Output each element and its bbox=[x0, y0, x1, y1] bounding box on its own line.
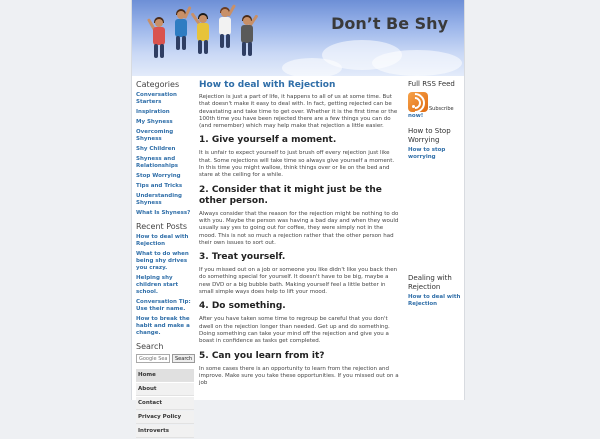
jumping-person-4 bbox=[216, 4, 236, 64]
section-heading: 5. Can you learn from it? bbox=[199, 350, 325, 361]
right-sidebar bbox=[408, 80, 463, 311]
nav-home[interactable]: Home bbox=[136, 369, 194, 382]
section-heading: 1. Give yourself a moment. bbox=[199, 135, 337, 146]
rss-subscribe-link[interactable]: now! bbox=[408, 113, 424, 119]
main-content bbox=[199, 80, 400, 392]
search-input[interactable] bbox=[136, 354, 170, 363]
category-link[interactable]: Shy Children bbox=[136, 146, 176, 152]
stop-worrying-heading: How to Stop Worrying bbox=[408, 127, 451, 144]
section-heading: 2. Consider that it might just be the other person. bbox=[199, 184, 382, 206]
category-link[interactable]: Understanding Shyness bbox=[136, 193, 182, 206]
rss-heading: Full RSS Feed bbox=[408, 80, 455, 88]
jumping-person-3 bbox=[194, 10, 214, 70]
search-widget bbox=[136, 342, 194, 363]
recent-post-link[interactable]: How to deal with Rejection bbox=[136, 234, 189, 247]
category-link[interactable]: Conversation Starters bbox=[136, 92, 177, 105]
category-link[interactable]: Inspiration bbox=[136, 109, 170, 115]
category-link[interactable]: What Is Shyness? bbox=[136, 210, 191, 216]
dealing-rejection-link[interactable]: How to deal with Rejection bbox=[408, 294, 461, 307]
category-link[interactable]: My Shyness bbox=[136, 119, 173, 125]
search-button[interactable]: Search bbox=[172, 354, 195, 363]
recent-post-link[interactable]: What to do when being shy drives you crazy. bbox=[136, 251, 189, 271]
jumping-person-1 bbox=[150, 14, 170, 74]
category-link[interactable]: Shyness and Relationships bbox=[136, 156, 179, 169]
section-body: It is unfair to expect yourself to just brush off every rejection just like that. Some rejections will take time so always give yourself a moment. In this time you might wallow, think things over or lie on the bed and stare at the ceiling for a while. bbox=[199, 150, 395, 179]
category-link[interactable]: Tips and Tricks bbox=[136, 183, 183, 189]
site-title[interactable]: Don’t Be Shy bbox=[331, 14, 448, 33]
nav-privacy-policy[interactable]: Privacy Policy bbox=[136, 411, 194, 424]
section-body: If you missed out on a job or someone you like didn't like you back then do something special for yourself. It doesn't have to be big, maybe a new DVD or a big bubble bath. Making yourself feel a little better in small simple ways does help to lift your mood. bbox=[199, 267, 398, 296]
search-heading: Search bbox=[136, 342, 164, 351]
site-header-banner bbox=[132, 0, 464, 76]
recent-posts-widget bbox=[136, 222, 194, 337]
page-nav bbox=[136, 369, 194, 438]
post-intro: Rejection is just a part of life, it happens to all of us at some time. But that doesn't make it easy to deal with. In fact, getting rejected can be devastating and take time to get over. Whether it is the first time or the 100th time you have been rejected there are a few things you can do (and remember) which may help make that rejection a little easier. bbox=[199, 94, 398, 130]
rss-feed-icon[interactable] bbox=[408, 92, 428, 112]
post-title[interactable]: How to deal with Rejection bbox=[199, 80, 336, 90]
jumping-person-2 bbox=[172, 6, 192, 66]
dealing-rejection-heading: Dealing with Rejection bbox=[408, 274, 452, 291]
recent-posts-heading: Recent Posts bbox=[136, 222, 188, 231]
jumping-person-5 bbox=[238, 12, 258, 72]
section-body: After you have taken some time to regroup be careful that you don't dwell on the rejection longer than needed. Get up and do something. Doing something can take your mind off the rejection and give you a boast in confidence as tasks get completed. bbox=[199, 316, 390, 345]
recent-post-link[interactable]: Helping shy children start school. bbox=[136, 275, 179, 295]
section-body: Always consider that the reason for the rejection might be nothing to do with you. Maybe the person was having a bad day and when they would usually say yes to going out for coffee, they were simply not in the mood. This is not so much a rejection rather that the other person had their own issues to sort out. bbox=[199, 210, 399, 246]
rss-subscribe-text: Subscribe bbox=[429, 106, 454, 112]
section-body: In some cases there is an opportunity to learn from the rejection and improve. Make sure you take these opportunities. If you missed out on a job bbox=[199, 365, 399, 387]
categories-widget bbox=[136, 80, 194, 217]
category-link[interactable]: Overcoming Shyness bbox=[136, 129, 174, 142]
category-link[interactable]: Stop Worrying bbox=[136, 173, 181, 179]
stop-worrying-link[interactable]: How to stop worrying bbox=[408, 147, 446, 160]
nav-about[interactable]: About bbox=[136, 383, 194, 396]
section-heading: 3. Treat yourself. bbox=[199, 252, 286, 263]
section-heading: 4. Do something. bbox=[199, 301, 286, 312]
nav-contact[interactable]: Contact bbox=[136, 397, 194, 410]
categories-heading: Categories bbox=[136, 80, 180, 89]
left-sidebar bbox=[136, 80, 194, 439]
nav-introverts[interactable]: Introverts bbox=[136, 425, 194, 438]
recent-post-link[interactable]: Conversation Tip: Use their name. bbox=[136, 299, 191, 312]
recent-post-link[interactable]: How to break the habit and make a change. bbox=[136, 316, 190, 336]
